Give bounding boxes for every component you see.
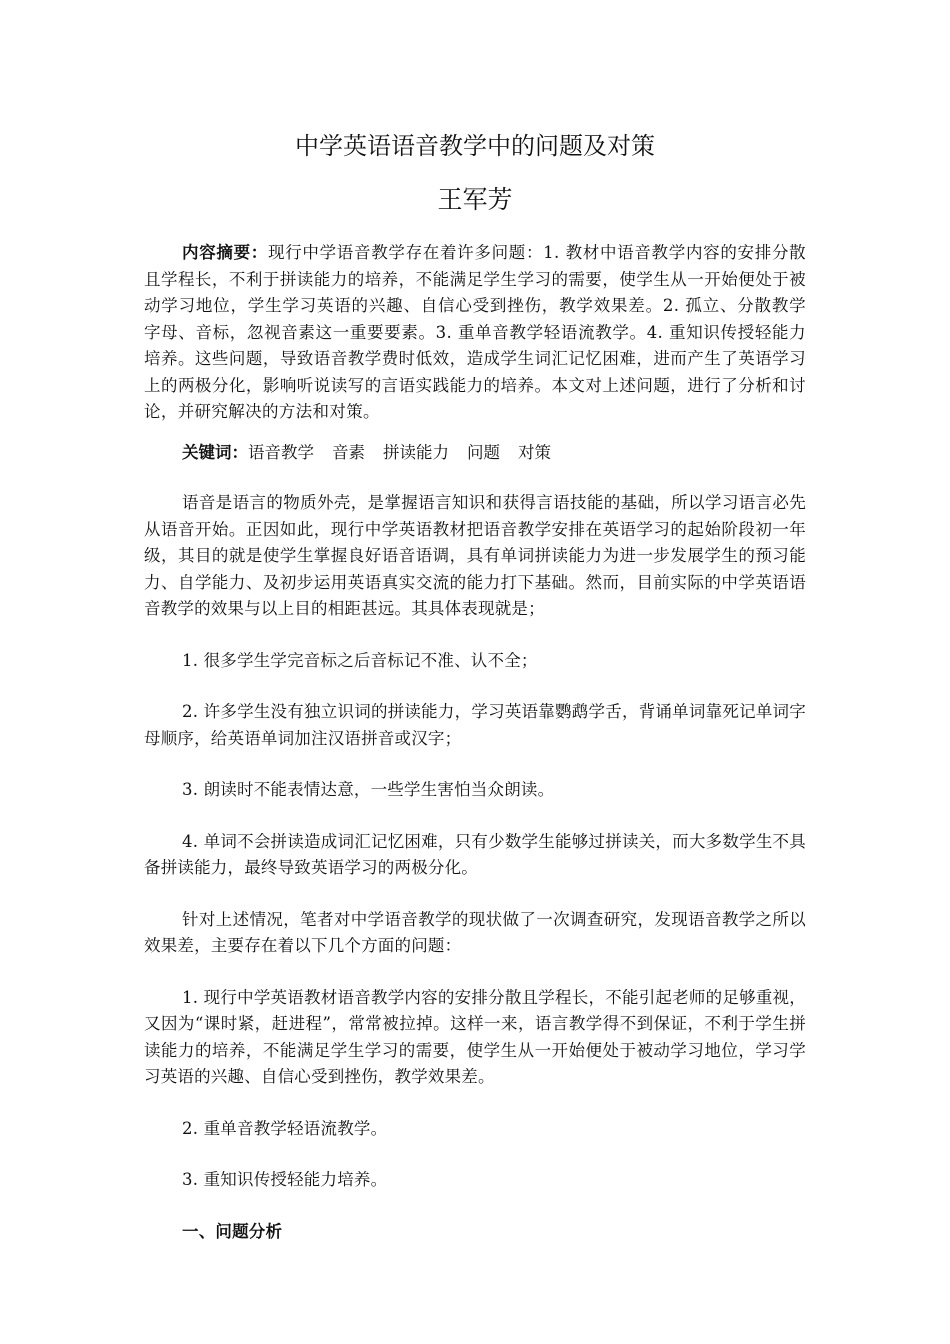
- keyword-item: 语音教学: [248, 443, 314, 462]
- problem-item-1: 1. 现行中学英语教材语音教学内容的安排分散且学程长，不能引起老师的足够重视，又因为“课时紧，赶进程”，常常被拉掉。这样一来，语言教学得不到保证，不利于学生拼读能力的培养，不能满足学生学习的需要，使学生从一开始便处于被动学习地位，学习学习英语的兴趣、自信心受到挫伤，教学效果差。: [144, 987, 806, 1086]
- symptom-item-2: 2. 许多学生没有独立识词的拼读能力，学习英语靠鹦鹉学舌，背诵单词靠死记单词字母顺序，给英语单词加注汉语拼音或汉字；: [144, 702, 806, 748]
- abstract-label: 内容摘要：: [182, 243, 268, 262]
- section-heading: 一、问题分析: [182, 1221, 283, 1241]
- keyword-item: 音素: [332, 443, 365, 462]
- keyword-item: 拼读能力: [383, 443, 449, 462]
- survey-paragraph: 针对上述情况，笔者对中学语音教学的现状做了一次调查研究，发现语音教学之所以效果差，主要存在着以下几个方面的问题：: [144, 909, 806, 955]
- symptom-item-3: 3. 朗读时不能表情达意，一些学生害怕当众朗读。: [182, 780, 555, 799]
- abstract-text: 现行中学语音教学存在着许多问题：1. 教材中语音教学内容的安排分散且学程长，不利于拼读能力的培养，不能满足学生学习的需要，使学生从一开始便处于被动学习地位，学生学习英语的兴趣、自信心受到挫伤，教学效果差。2. 孤立、分散教学字母、音标，忽视音素这一重要要素。3. 重单音教学轻语流教学。4. 重知识传授轻能力培养。这些问题，导致语音教学费时低效，造成学生词汇记忆困难，进而产生了英语学习上的两极分化，影响听说读写的言语实践能力的培养。本文对上述问题，进行了分析和讨论，并研究解决的方法和对策。: [144, 243, 806, 421]
- symptom-item-1: 1. 很多学生学完音标之后音标记不准、认不全；: [182, 650, 538, 670]
- body-text: [144, 490, 806, 1270]
- abstract-paragraph: [144, 240, 806, 426]
- keywords-label: 关键词：: [182, 443, 248, 462]
- problem-item-2: 2. 重单音教学轻语流教学。: [182, 1118, 388, 1138]
- keyword-item: 对策: [518, 443, 551, 462]
- page-title: 中学英语语音教学中的问题及对策: [295, 132, 655, 160]
- author-name: 王军芳: [437, 185, 513, 214]
- problem-item-3: 3. 重知识传授轻能力培养。: [182, 1170, 388, 1189]
- keywords-line: [144, 440, 806, 466]
- intro-paragraph: 语音是语言的物质外壳，是掌握语言知识和获得言语技能的基础，所以学习语言必先从语音开始。正因如此，现行中学英语教材把语音教学安排在英语学习的起始阶段初一年级，其目的就是使学生掌握良好语音语调，具有单词拼读能力为进一步发展学生的预习能力、自学能力、及初步运用英语真实交流的能力打下基础。然而，目前实际的中学英语语音教学的效果与以上目的相距甚远。其具体表现就是；: [144, 493, 806, 618]
- symptom-item-4: 4. 单词不会拼读造成词汇记忆困难，只有少数学生能够过拼读关，而大多数学生不具备拼读能力，最终导致英语学习的两极分化。: [144, 831, 806, 877]
- keyword-item: 问题: [467, 443, 500, 462]
